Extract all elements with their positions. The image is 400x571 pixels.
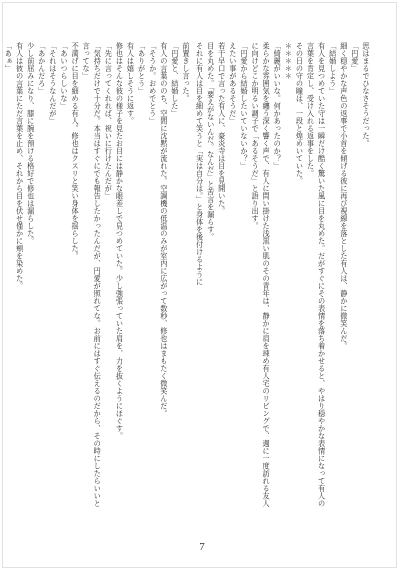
lower-paragraph: 有人は彼の言葉にただ言葉を止め、それから目を伏せ僅かに頬を染めた。: [15, 42, 25, 290]
upper-paragraph: その日の守の瞳は、一段と煌めいていた。: [295, 42, 305, 185]
text-block-upper: [197, 42, 372, 507]
upper-paragraph: それに有人は目を細めて笑うと「実は自分は。」と身体を後付けるように: [195, 42, 205, 286]
upper-paragraph: ＊＊＊＊＊: [284, 42, 294, 80]
lower-paragraph: 「円愛と、結婚した」: [170, 42, 180, 117]
lower-paragraph: 「先に言ってくれれば、祝いに行けたんだが」: [104, 42, 114, 200]
lower-paragraph: 「ありがとう」: [137, 42, 147, 95]
lower-paragraph: 少し前屈みになり、膝に腕を預ける格好で修也は漏らした。: [26, 42, 36, 245]
upper-paragraph: 有人を見つめていた守は一瞬だけ酷く驚いた風に目を丸めた。だがすぐにその表情を落ち着かせると、やはり穏やかな表情になって有人の言葉を肯定し、受け入れる返事をした。: [306, 42, 327, 507]
upper-paragraph: 目を丸めた。「要えがないんだ。なんだ」と苦言を漏らす。: [206, 42, 216, 241]
upper-paragraph: 「結婚しよう」: [328, 42, 338, 95]
lower-paragraph: 「あいつらしいな」: [59, 42, 69, 110]
upper-paragraph: 「円愛」: [350, 42, 360, 72]
lower-paragraph: 「気持ちだけで十分だ。本当はすぐにでも報告したかったんだが、円愛が照れてな。お前にはすぐ伝えるのだから、その時にしたらいいと言ってな」: [82, 42, 103, 507]
lower-paragraph: 「そうか。おめでとう」: [148, 42, 158, 125]
lower-paragraph: 有人は嬉しそうに返す。: [126, 42, 136, 125]
upper-paragraph: 「円愛から結婚したいていないか？」: [239, 42, 249, 170]
lower-paragraph: 前置きし言った。: [182, 42, 191, 102]
upper-paragraph: 「綺麗がいいな。何かあったのか？」: [273, 42, 283, 170]
lower-paragraph: 「あぁ」: [4, 42, 14, 72]
lower-paragraph: 「あかんだろ」: [37, 42, 47, 95]
upper-paragraph: 細く穏やかな声色の返事で小首を傾げる彼に再び視線を落とした有人は、静かに微笑んだ。: [339, 42, 349, 350]
lower-paragraph: 不満げに目を細める有人。修也はクスリと笑い身体を揺らした。: [71, 42, 81, 260]
upper-paragraph: 思はまるでひなさそうだった。: [362, 42, 371, 147]
lower-paragraph: 有人の言葉ののち、空間に沈黙が流れた。空調機の低温のみが室内に広がって数秒、修也はまもたく微笑んだ。: [159, 42, 169, 417]
page-number: 7: [199, 541, 205, 553]
text-block-lower: [4, 42, 192, 507]
upper-paragraph: えたい事があるそうだ」: [228, 42, 238, 125]
upper-paragraph: 若干早口で言った有人に、豪炎寺は目を見開いた。: [217, 42, 227, 215]
upper-paragraph: 柔らかな雰囲気を纏う深く響く声で、有人に問い掛けた浅黒い肌のその青年は、静かに肩を竦め有人宅のリビングで、週に一度訪れる友人に向けどこか明るい調子で「あるそうだ」と語り出す。: [251, 42, 272, 507]
lower-paragraph: 「それはそうなんだが」: [48, 42, 58, 125]
lower-paragraph: 修也はそんな彼の様子を見たお目には静かな眼差しで見つめていた。少し強張っていた肩を、力を抜くようにほぐす。: [115, 42, 125, 440]
